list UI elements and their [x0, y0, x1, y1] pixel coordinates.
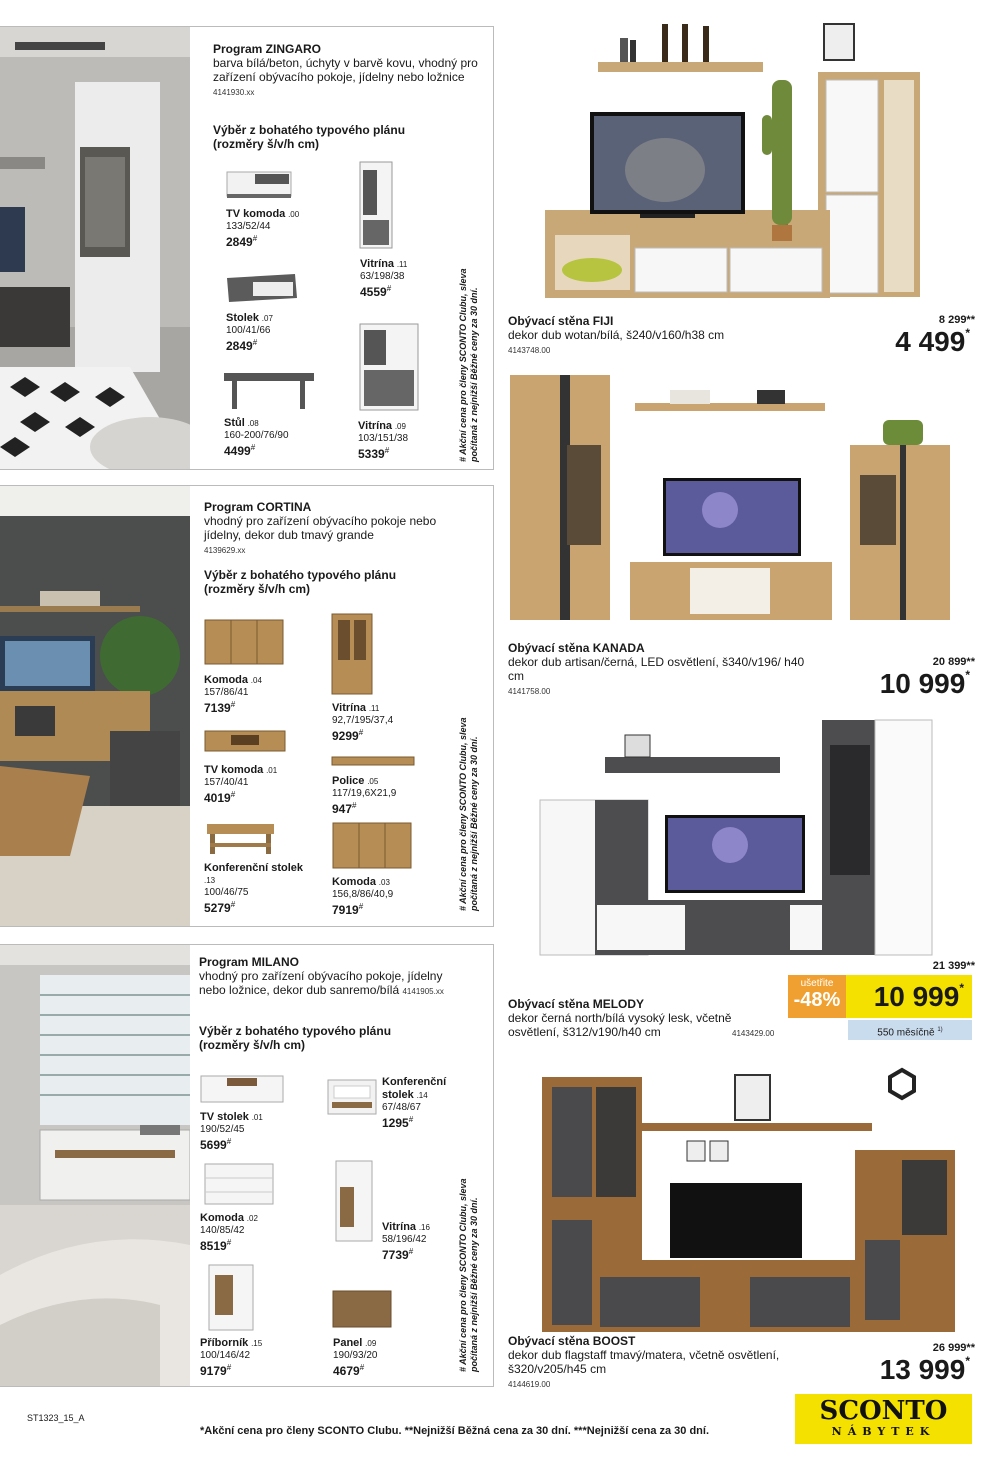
melody-savings-badge: [788, 975, 846, 1018]
kanada-title-block: [508, 641, 808, 699]
melody-price: 10 999*: [873, 981, 964, 1012]
milano-room-photo: [0, 945, 190, 1386]
milano-item-4: Příborník .15 100/146/42 9179#: [200, 1337, 263, 1378]
milano-code: 4141905.xx: [402, 987, 444, 996]
zingaro-room-photo: [0, 27, 190, 469]
boost-code: 4144619.00: [508, 1380, 551, 1389]
milano-panel-image: [331, 1289, 393, 1331]
cortina-konferencni-stolek-image: [202, 819, 277, 857]
boost-wall-image: [540, 1065, 970, 1335]
cortina-code: 4139629.xx: [204, 546, 246, 555]
melody-desc: dekor černá north/bílá vysoký lesk, včetně osvětlení, š312/v190/h40 cm: [508, 1011, 732, 1039]
cortina-tv-komoda-image: [203, 729, 287, 754]
zingaro-code: 4141930.xx: [213, 88, 255, 97]
zingaro-tv-komoda-image: [225, 170, 293, 200]
zingaro-desc: barva bílá/beton, úchyty v barvě kovu, vhodný pro zařízení obývacího pokoje, jídelny nebo ložnice: [213, 56, 478, 84]
melody-wall-image: [535, 715, 935, 960]
milano-item-5: Panel .09 190/93/20 4679#: [333, 1337, 378, 1378]
zingaro-stolek-image: [225, 270, 300, 305]
melody-title-block: [508, 997, 738, 1039]
fiji-title-block: [508, 314, 798, 358]
cortina-price-note: # Akční cena pro členy SCONTO Clubu, sleva počítaná z nejnižší Běžné ceny za 30 dní.: [458, 717, 479, 911]
cortina-title: Program CORTINA: [204, 500, 312, 514]
melody-code: 4143429.00: [732, 1029, 775, 1038]
cortina-item-0: Komoda .04 157/86/41 7139#: [204, 674, 262, 715]
cortina-item-3: Police .05 117/19,6X21,9 947#: [332, 775, 397, 816]
milano-title: Program MILANO: [199, 955, 300, 969]
milano-item-3: Vitrína .16 58/196/42 7739#: [382, 1221, 430, 1262]
zingaro-vitrina-11-image: [358, 160, 394, 250]
kanada-old-price: 20 899**: [932, 656, 975, 668]
boost-old-price: 26 999**: [932, 1342, 975, 1354]
program-milano-panel: [0, 944, 494, 1387]
milano-vitrina-image: [334, 1159, 374, 1244]
melody-price-box: [846, 975, 972, 1018]
boost-title: Obývací stěna BOOST: [508, 1334, 636, 1348]
milano-tv-stolek-image: [199, 1074, 285, 1106]
program-zingaro-panel: [0, 26, 494, 470]
sconto-logo: SCONTO NÁBYTEK: [795, 1394, 972, 1444]
fiji-desc: dekor dub wotan/bílá, š240/v160/h38 cm: [508, 328, 725, 342]
milano-plan-title: Výběr z bohatého typového plánu (rozměry š/v/h cm): [199, 1024, 392, 1052]
melody-title: Obývací stěna MELODY: [508, 997, 645, 1011]
cortina-police-image: [330, 754, 416, 768]
cortina-desc: vhodný pro zařízení obývacího pokoje nebo jídelny, dekor dub tmavý grande: [204, 514, 437, 542]
kanada-wall-image: [505, 370, 970, 625]
zingaro-vitrina-09-image: [358, 322, 420, 412]
cortina-item-2: TV komoda .01 157/40/41 4019#: [204, 764, 278, 805]
milano-komoda-image: [203, 1162, 275, 1207]
melody-monthly: 550 měsíčně $^{1)}$: [848, 1020, 972, 1040]
zingaro-item-0: TV komoda .00 133/52/44 2849#: [226, 208, 300, 249]
cortina-item-4: Konferenční stolek .13 100/46/75 5279#: [204, 862, 304, 915]
zingaro-price-note: # Akční cena pro členy SCONTO Clubu, sleva počítaná z nejnižší Běžné ceny za 30 dní.: [458, 268, 479, 462]
melody-save-label: ušetřite: [800, 978, 834, 989]
cortina-plan-title: Výběr z bohatého typového plánu (rozměry š/v/h cm): [204, 568, 397, 596]
fiji-code: 4143748.00: [508, 346, 551, 355]
program-cortina-panel: [0, 485, 494, 927]
milano-item-0: TV stolek .01 190/52/45 5699#: [200, 1111, 263, 1152]
zingaro-item-3: Stůl .08 160-200/76/90 4499#: [224, 417, 289, 458]
kanada-desc: dekor dub artisan/černá, LED osvětlení, š340/v196/ h40 cm: [508, 655, 805, 683]
zingaro-title: Program ZINGARO: [213, 42, 322, 56]
cortina-item-5: Komoda .03 156,8/86/40,9 7919#: [332, 876, 394, 917]
zingaro-stul-image: [222, 371, 317, 411]
milano-header: [199, 955, 469, 999]
kanada-price: 10 999*: [879, 668, 970, 699]
boost-title-block: [508, 1334, 818, 1392]
milano-konferencni-stolek-image: [326, 1078, 378, 1118]
milano-item-2: Komoda .02 140/85/42 8519#: [200, 1212, 258, 1253]
page-code: ST1323_15_A: [27, 1413, 85, 1423]
boost-price: 13 999*: [879, 1354, 970, 1385]
fiji-title: Obývací stěna FIJI: [508, 314, 614, 328]
cortina-komoda-04-image: [203, 618, 285, 666]
cortina-item-1: Vitrína .11 92,7/195/37,4 9299#: [332, 702, 394, 743]
cortina-vitrina-image: [330, 612, 375, 697]
melody-old-price: 21 399**: [932, 960, 975, 972]
cortina-header: [204, 500, 474, 558]
fiji-price: 4 499*: [895, 326, 970, 357]
cortina-komoda-03-image: [331, 821, 413, 871]
melody-save-pct: -48%: [793, 989, 841, 1011]
zingaro-item-1: Vitrína .11 63/198/38 4559#: [360, 258, 408, 299]
footer-legal: *Akční cena pro členy SCONTO Clubu. **Nejnižší Běžná cena za 30 dní. ***Nejnižší cena za 30 dní.: [200, 1425, 710, 1437]
kanada-code: 4141758.00: [508, 687, 551, 696]
zingaro-item-4: Vitrína .09 103/151/38 5339#: [358, 420, 409, 461]
milano-item-1: Konferenční stolek .14 67/48/67 1295#: [382, 1076, 447, 1130]
zingaro-header: [213, 42, 483, 100]
zingaro-item-2: Stolek .07 100/41/66 2849#: [226, 312, 273, 353]
zingaro-plan-title: Výběr z bohatého typového plánu (rozměry š/v/h cm): [213, 123, 406, 151]
boost-desc: dekor dub flagstaff tmavý/matera, včetně osvětlení, š320/v205/h45 cm: [508, 1348, 780, 1376]
kanada-title: Obývací stěna KANADA: [508, 641, 645, 655]
fiji-old-price: 8 299**: [938, 314, 975, 326]
fiji-wall-image: [540, 20, 930, 305]
cortina-room-photo: [0, 486, 190, 926]
milano-desc: vhodný pro zařízení obývacího pokoje, jídelny nebo ložnice, dekor dub sanremo/bílá: [199, 969, 443, 997]
milano-price-note: # Akční cena pro členy SCONTO Clubu, sleva počítaná z nejnižší Běžné ceny za 30 dní.: [458, 1178, 479, 1372]
milano-priborник-image: [207, 1263, 255, 1333]
